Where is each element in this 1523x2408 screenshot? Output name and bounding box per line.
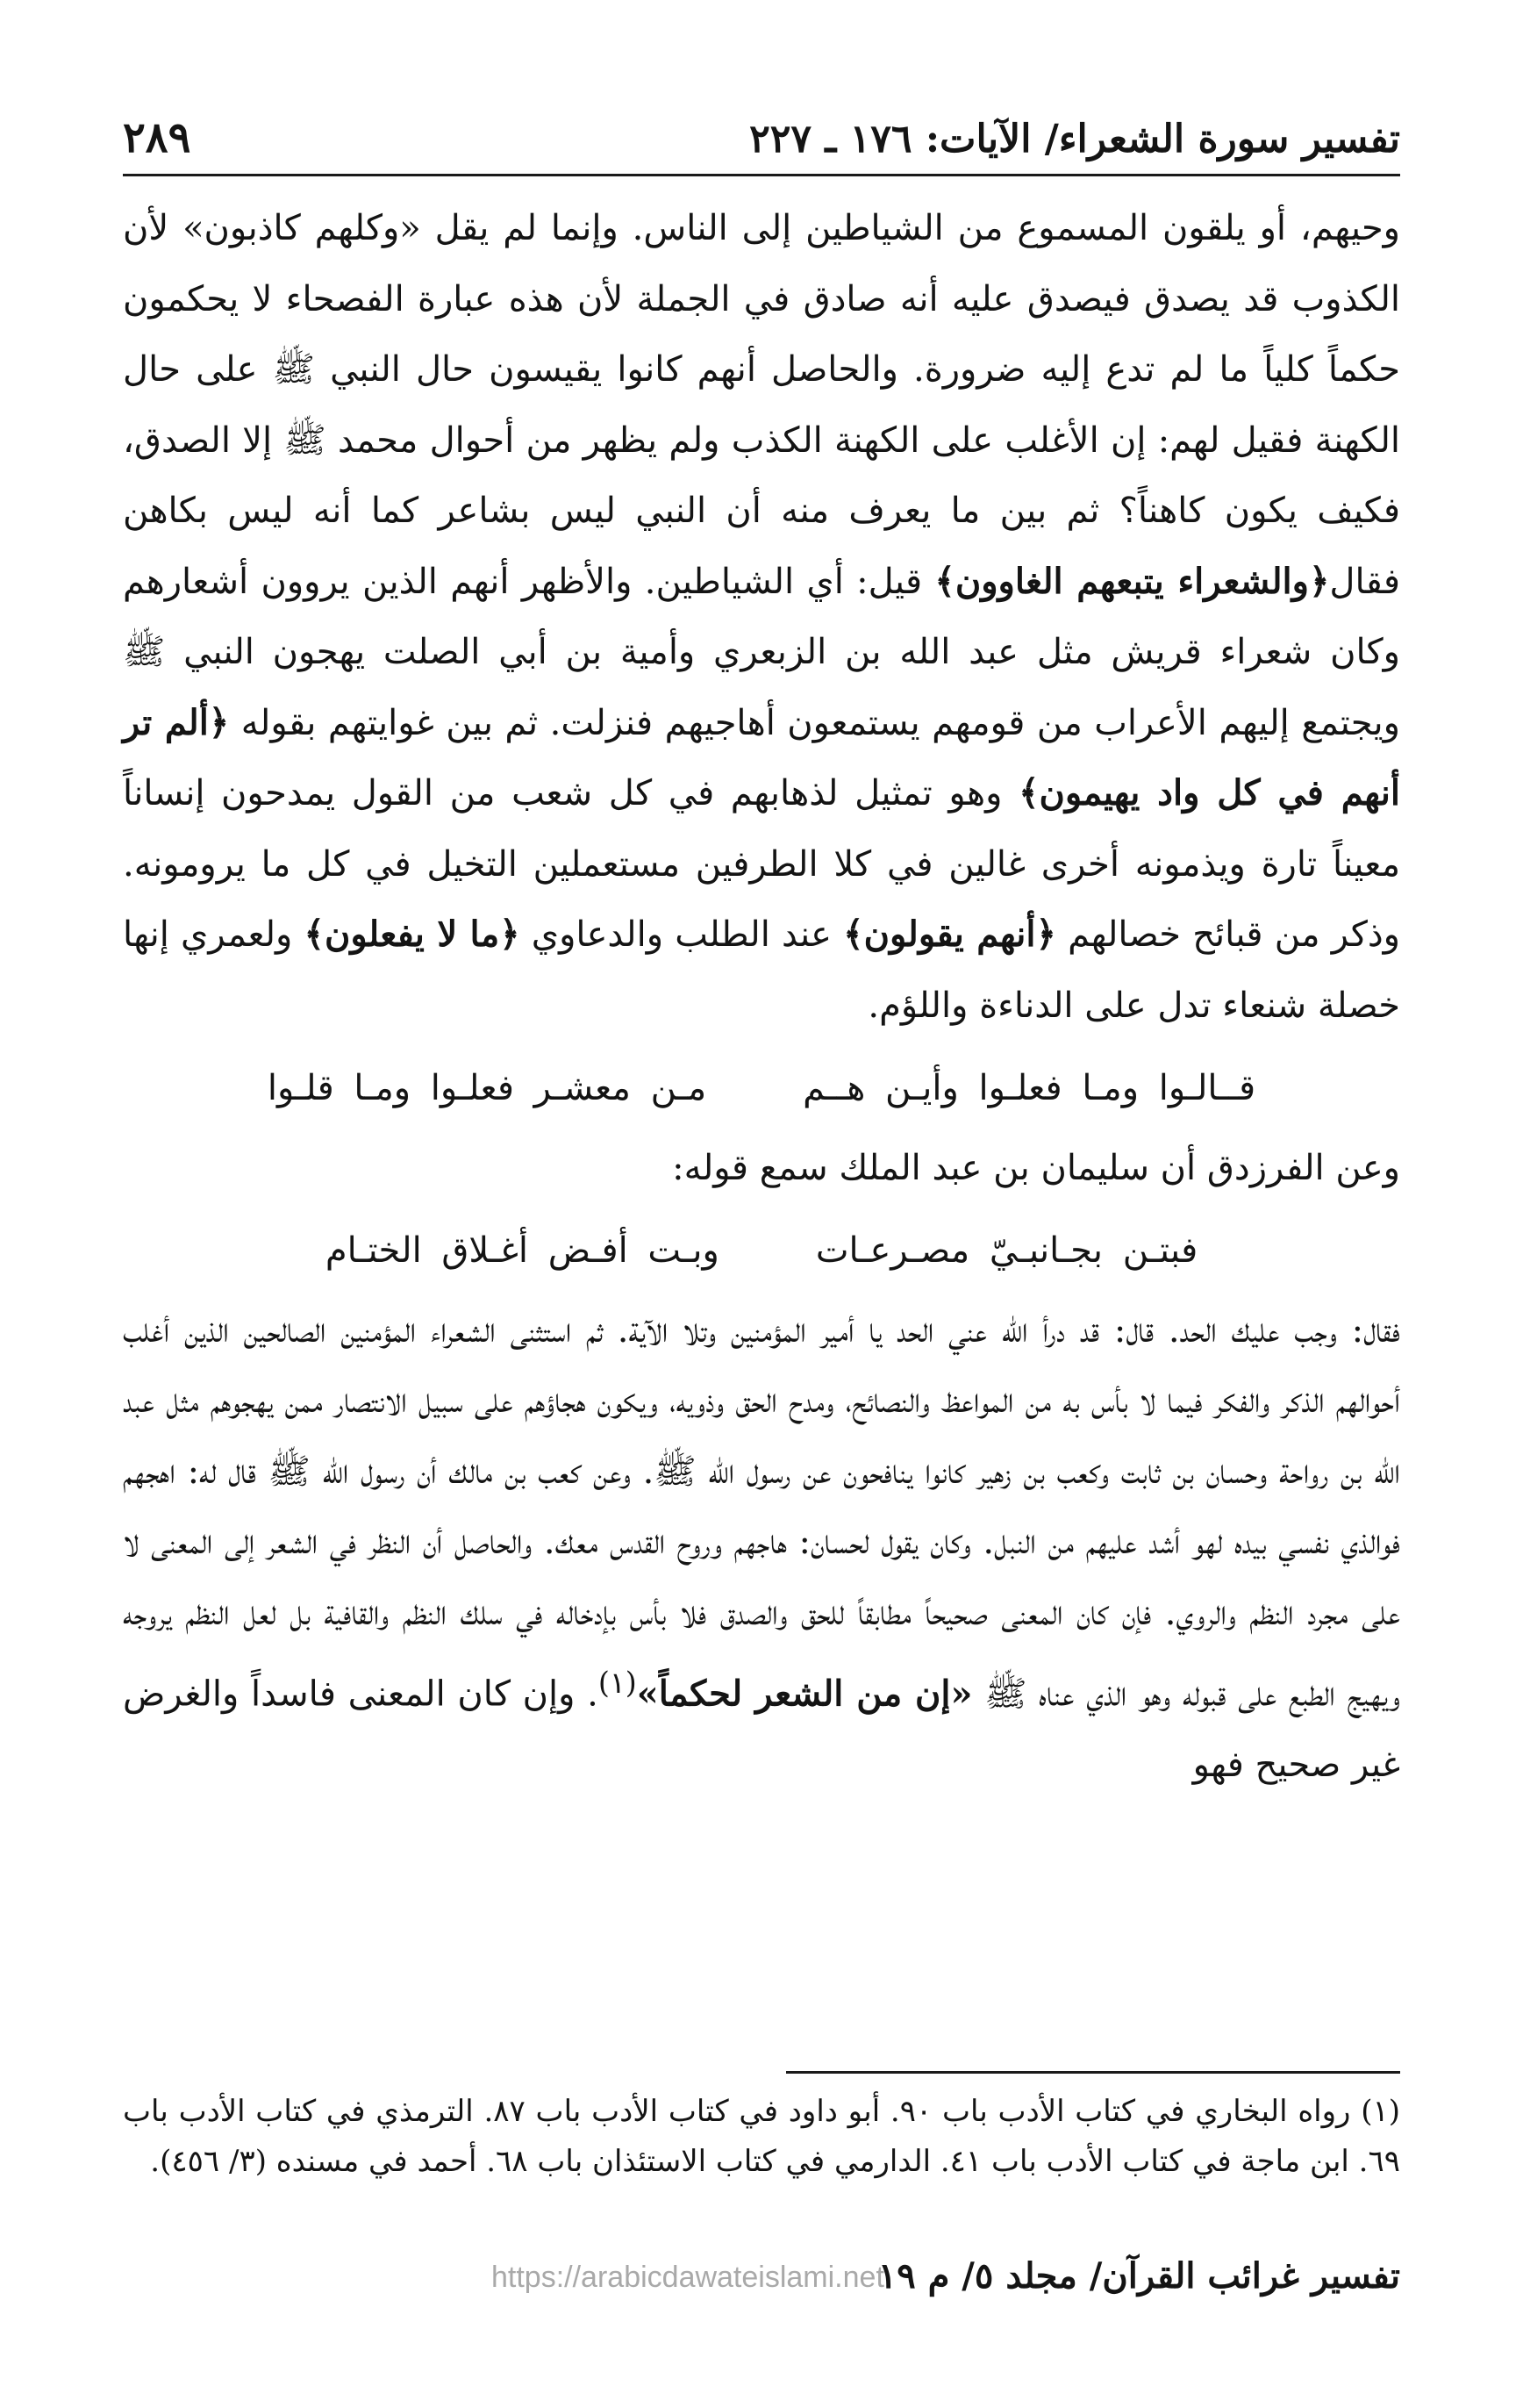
- watermark-url: https://arabicdawateislami.net: [491, 2261, 884, 2294]
- paragraph-1: [123, 193, 1400, 1041]
- quran-quote: ﴿أنهم يقولون﴾: [843, 914, 1056, 955]
- footer-signature: تفسير غرائب القرآن/ مجلد ٥/ م ١٩: [877, 2255, 1400, 2297]
- footnote-text: رواه البخاري في كتاب الأدب باب ٩٠. أبو داود في كتاب الأدب باب ٨٧. الترمذي في كتاب الأدب باب ٦٩. ابن ماجة في كتاب الأدب باب ٤١. الدارمي في كتاب الاستئذان باب ٦٨. أحمد في مسنده (٣/ ٤٥٦).: [123, 2094, 1400, 2179]
- quran-quote: ﴿ما لا يفعلون﴾: [304, 914, 520, 955]
- text-run: قيل: أي الشياطين. والأظهر أنهم الذين يروون أشعارهم وكان شعراء قريش مثل عبد الله بن الزبعري وأمية بن أبي الصلت يهجون النبي ﷺ ويجتمع إليهم الأعراب من قومهم يستمعون أهاجيهم فنزلت. ثم بين غوايتهم بقوله: [123, 561, 1400, 743]
- paragraph-2: وعن الفرزدق أن سليمان بن عبد الملك سمع قوله:: [672, 1147, 1400, 1188]
- page-header: [123, 110, 1400, 171]
- text-run: فقال: وجب عليك الحد. قال: قد درأ الله عني الحد يا أمير المؤمنين وتلا الآية. ثم استثنى الشعراء المؤمنين الصالحين الذين أغلب أحوالهم الذكر والفكر فيما لا بأس به من المواعظ والنصائح، ومدح الحق وذويه، ويكون هجاؤهم على سبيل الانتصار ممن يهجوهم مثل عبد الله بن رواحة وحسان بن ثابت وكعب بن زهير كانوا ينافحون عن رسول الله ﷺ. وعن كعب بن مالك أن رسول الله ﷺ قال له: اهجهم فوالذي نفسي بيده لهو أشد عليهم من النبل. وكان يقول لحسان: هاجهم وروح القدس معك. والحاصل أن النظر في الشعر إلى المعنى لا على مجرد النظم والروي. فإن كان المعنى صحيحاً مطابقاً للحق والصدق فلا بأس بإدخاله في سلك النظم والقافية بل لعل النظم يروجه ويهيج الطبع على قبوله وهو الذي عناه ﷺ: [123, 1309, 1401, 1715]
- text-run: وحيهم، أو يلقون المسموع من الشياطين إلى الناس. وإنما لم يقل «وكلهم كاذبون» لأن الكذوب قد يصدق فيصدق عليه أنه صادق في الجملة لأن هذه عبارة الفصحاء لا يحكمون حكماً كلياً ما لم تدع إليه ضرورة. والحاصل أنهم كانوا يقيسون حال النبي ﷺ على حال الكهنة فقيل لهم: إن الأغلب على الكهنة الكذب ولم يظهر من أحوال محمد ﷺ إلا الصدق، فكيف يكون كاهناً؟ ثم بين ما يعرف منه أن النبي ليس بشاعر كما أنه ليس بكاهن فقال: [123, 208, 1400, 602]
- poetry-verse-1: [123, 1053, 1400, 1124]
- text-run: عند الطلب والدعاوي: [519, 914, 844, 955]
- verse-first-hemistich: فبتـن بجـانبـيّ مصـرعـات: [815, 1230, 1198, 1271]
- page-number: ٢٨٩: [123, 113, 191, 162]
- verse-first-hemistich: مـن معشـر فعلـوا ومـا قلـوا: [267, 1068, 707, 1108]
- text-run: ولعمري إنها خصلة شنعاء تدل على الدناءة واللؤم.: [123, 914, 1400, 1026]
- running-title: تفسير سورة الشعراء/ الآيات: ١٧٦ ـ ٢٢٧: [749, 117, 1400, 161]
- main-text: [123, 193, 1400, 1800]
- header-divider: [123, 174, 1400, 176]
- paragraph-3: [123, 1295, 1400, 1801]
- quran-quote: ﴿والشعراء يتبعهم الغاوون﴾: [934, 560, 1330, 602]
- footnote-number: (١): [1361, 2094, 1400, 2129]
- verse-second-hemistich: قــالـوا ومـا فعلـوا وأيـن هــم: [803, 1068, 1256, 1108]
- footnote-reference[interactable]: (١): [597, 1666, 637, 1700]
- footnote: [123, 2087, 1400, 2187]
- quran-quote: ﴿ألم تر أنهم في كل واد يهيمون﴾: [123, 701, 1400, 813]
- verse-second-hemistich: وبـت أفـض أغـلاق الختـام: [325, 1230, 719, 1271]
- poetry-verse-2: [123, 1215, 1400, 1286]
- hadith-quote: «إن من الشعر لحكماً»: [636, 1673, 973, 1715]
- text-run: وهو تمثيل لذهابهم في كل شعب من القول يمدحون إنساناً معيناً تارة ويذمونه أخرى غالين في كلا الطرفين مستعملين التخيل في كل ما يرومونه. وذكر من قبائح خصالهم: [123, 773, 1400, 955]
- text-run: . وإن كان المعنى فاسداً والغرض غير صحيح فهو: [123, 1673, 1400, 1785]
- footnote-divider: [786, 2071, 1400, 2074]
